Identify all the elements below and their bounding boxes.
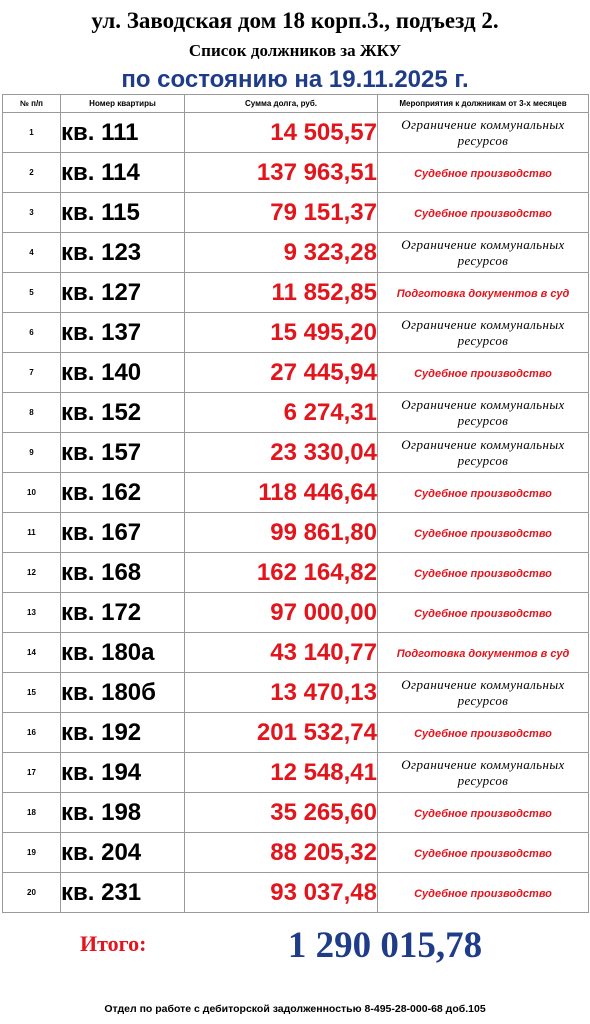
table-row: [3, 873, 589, 913]
row-number: 16: [3, 713, 61, 753]
apartment-number: кв. 194: [61, 753, 185, 793]
row-number: 1: [3, 113, 61, 153]
table-row: [3, 353, 589, 393]
debt-amount: 15 495,20: [185, 313, 378, 353]
column-header-action: Мероприятия к должникам от 3-х месяцев: [378, 95, 589, 113]
debt-amount: 23 330,04: [185, 433, 378, 473]
row-number: 7: [3, 353, 61, 393]
table-row: [3, 633, 589, 673]
action-cell: [378, 233, 589, 273]
apartment-number: кв. 162: [61, 473, 185, 513]
column-header-amount: Сумма долга, руб.: [185, 95, 378, 113]
row-number: 15: [3, 673, 61, 713]
debt-amount: 79 151,37: [185, 193, 378, 233]
action-cell: [378, 313, 589, 353]
action-text: Судебное производство: [414, 887, 552, 900]
table-row: [3, 193, 589, 233]
action-text: Судебное производство: [414, 807, 552, 820]
apartment-number: кв. 111: [61, 113, 185, 153]
debtors-table: [2, 94, 589, 913]
table-row: [3, 553, 589, 593]
apartment-number: кв. 231: [61, 873, 185, 913]
action-text: Судебное производство: [414, 487, 552, 500]
action-cell: [378, 553, 589, 593]
row-number: 9: [3, 433, 61, 473]
table-header-row: [3, 95, 589, 113]
row-number: 18: [3, 793, 61, 833]
debt-amount: 88 205,32: [185, 833, 378, 873]
action-text: Ограничение коммунальных ресурсов: [401, 116, 565, 148]
row-number: 6: [3, 313, 61, 353]
debt-amount: 11 852,85: [185, 273, 378, 313]
action-cell: [378, 793, 589, 833]
row-number: 3: [3, 193, 61, 233]
apartment-number: кв. 127: [61, 273, 185, 313]
apartment-number: кв. 157: [61, 433, 185, 473]
action-text: Подготовка документов в суд: [396, 287, 570, 300]
apartment-number: кв. 180б: [61, 673, 185, 713]
table-row: [3, 793, 589, 833]
table-row: [3, 713, 589, 753]
action-cell: [378, 433, 589, 473]
action-text: Судебное производство: [414, 567, 552, 580]
row-number: 2: [3, 153, 61, 193]
row-number: 14: [3, 633, 61, 673]
debt-amount: 35 265,60: [185, 793, 378, 833]
table-row: [3, 593, 589, 633]
date-line: по состоянию на 19.11.2025 г.: [121, 66, 469, 93]
table-row: [3, 833, 589, 873]
apartment-number: кв. 167: [61, 513, 185, 553]
debt-amount: 6 274,31: [185, 393, 378, 433]
action-text: Судебное производство: [414, 207, 552, 220]
action-text: Ограничение коммунальных ресурсов: [401, 756, 565, 788]
column-header-apartment: Номер квартиры: [61, 95, 185, 113]
table-row: [3, 233, 589, 273]
apartment-number: кв. 115: [61, 193, 185, 233]
row-number: 11: [3, 513, 61, 553]
table-row: [3, 273, 589, 313]
apartment-number: кв. 180а: [61, 633, 185, 673]
apartment-number: кв. 168: [61, 553, 185, 593]
action-text: Судебное производство: [414, 607, 552, 620]
debt-amount: 118 446,64: [185, 473, 378, 513]
table-row: [3, 673, 589, 713]
table-row: [3, 393, 589, 433]
row-number: 5: [3, 273, 61, 313]
apartment-number: кв. 140: [61, 353, 185, 393]
debt-amount: 13 470,13: [185, 673, 378, 713]
action-text: Судебное производство: [414, 727, 552, 740]
total-value: 1 290 015,78: [287, 925, 483, 966]
row-number: 19: [3, 833, 61, 873]
table-row: [3, 433, 589, 473]
action-text: Судебное производство: [414, 167, 552, 180]
debt-amount: 93 037,48: [185, 873, 378, 913]
action-cell: [378, 513, 589, 553]
list-subtitle: Список должников за ЖКУ: [188, 41, 402, 60]
debt-amount: 9 323,28: [185, 233, 378, 273]
table-row: [3, 113, 589, 153]
action-text: Ограничение коммунальных ресурсов: [401, 676, 565, 708]
debt-amount: 201 532,74: [185, 713, 378, 753]
action-text: Ограничение коммунальных ресурсов: [401, 436, 565, 468]
apartment-number: кв. 172: [61, 593, 185, 633]
address-title: ул. Заводская дом 18 корп.3., подъезд 2.: [91, 8, 499, 33]
apartment-number: кв. 198: [61, 793, 185, 833]
action-cell: [378, 273, 589, 313]
debt-amount: 14 505,57: [185, 113, 378, 153]
action-text: Подготовка документов в суд: [396, 647, 570, 660]
action-text: Ограничение коммунальных ресурсов: [401, 316, 565, 348]
action-cell: [378, 153, 589, 193]
column-header-number: № п/п: [3, 95, 61, 113]
table-row: [3, 513, 589, 553]
table-row: [3, 313, 589, 353]
action-text: Судебное производство: [414, 847, 552, 860]
row-number: 10: [3, 473, 61, 513]
row-number: 12: [3, 553, 61, 593]
apartment-number: кв. 137: [61, 313, 185, 353]
action-text: Ограничение коммунальных ресурсов: [401, 236, 565, 268]
action-cell: [378, 473, 589, 513]
debt-amount: 27 445,94: [185, 353, 378, 393]
footer-contact: Отдел по работе с дебиторской задолженностью 8-495-28-000-68 доб.105: [104, 1003, 486, 1015]
action-text: Судебное производство: [414, 367, 552, 380]
debt-amount: 97 000,00: [185, 593, 378, 633]
action-cell: [378, 673, 589, 713]
debt-amount: 12 548,41: [185, 753, 378, 793]
action-cell: [378, 193, 589, 233]
row-number: 8: [3, 393, 61, 433]
apartment-number: кв. 114: [61, 153, 185, 193]
apartment-number: кв. 152: [61, 393, 185, 433]
table-row: [3, 753, 589, 793]
table-row: [3, 153, 589, 193]
debt-amount: 43 140,77: [185, 633, 378, 673]
action-cell: [378, 633, 589, 673]
action-cell: [378, 593, 589, 633]
row-number: 4: [3, 233, 61, 273]
action-cell: [378, 353, 589, 393]
action-text: Ограничение коммунальных ресурсов: [401, 396, 565, 428]
table-row: [3, 473, 589, 513]
action-cell: [378, 393, 589, 433]
debt-amount: 137 963,51: [185, 153, 378, 193]
table-body: [3, 113, 589, 913]
action-cell: [378, 113, 589, 153]
apartment-number: кв. 123: [61, 233, 185, 273]
action-text: Судебное производство: [414, 527, 552, 540]
action-cell: [378, 753, 589, 793]
debt-amount: 99 861,80: [185, 513, 378, 553]
action-cell: [378, 873, 589, 913]
row-number: 17: [3, 753, 61, 793]
action-cell: [378, 833, 589, 873]
debt-amount: 162 164,82: [185, 553, 378, 593]
row-number: 13: [3, 593, 61, 633]
row-number: 20: [3, 873, 61, 913]
total-label: Итого:: [80, 931, 147, 956]
apartment-number: кв. 204: [61, 833, 185, 873]
apartment-number: кв. 192: [61, 713, 185, 753]
action-cell: [378, 713, 589, 753]
